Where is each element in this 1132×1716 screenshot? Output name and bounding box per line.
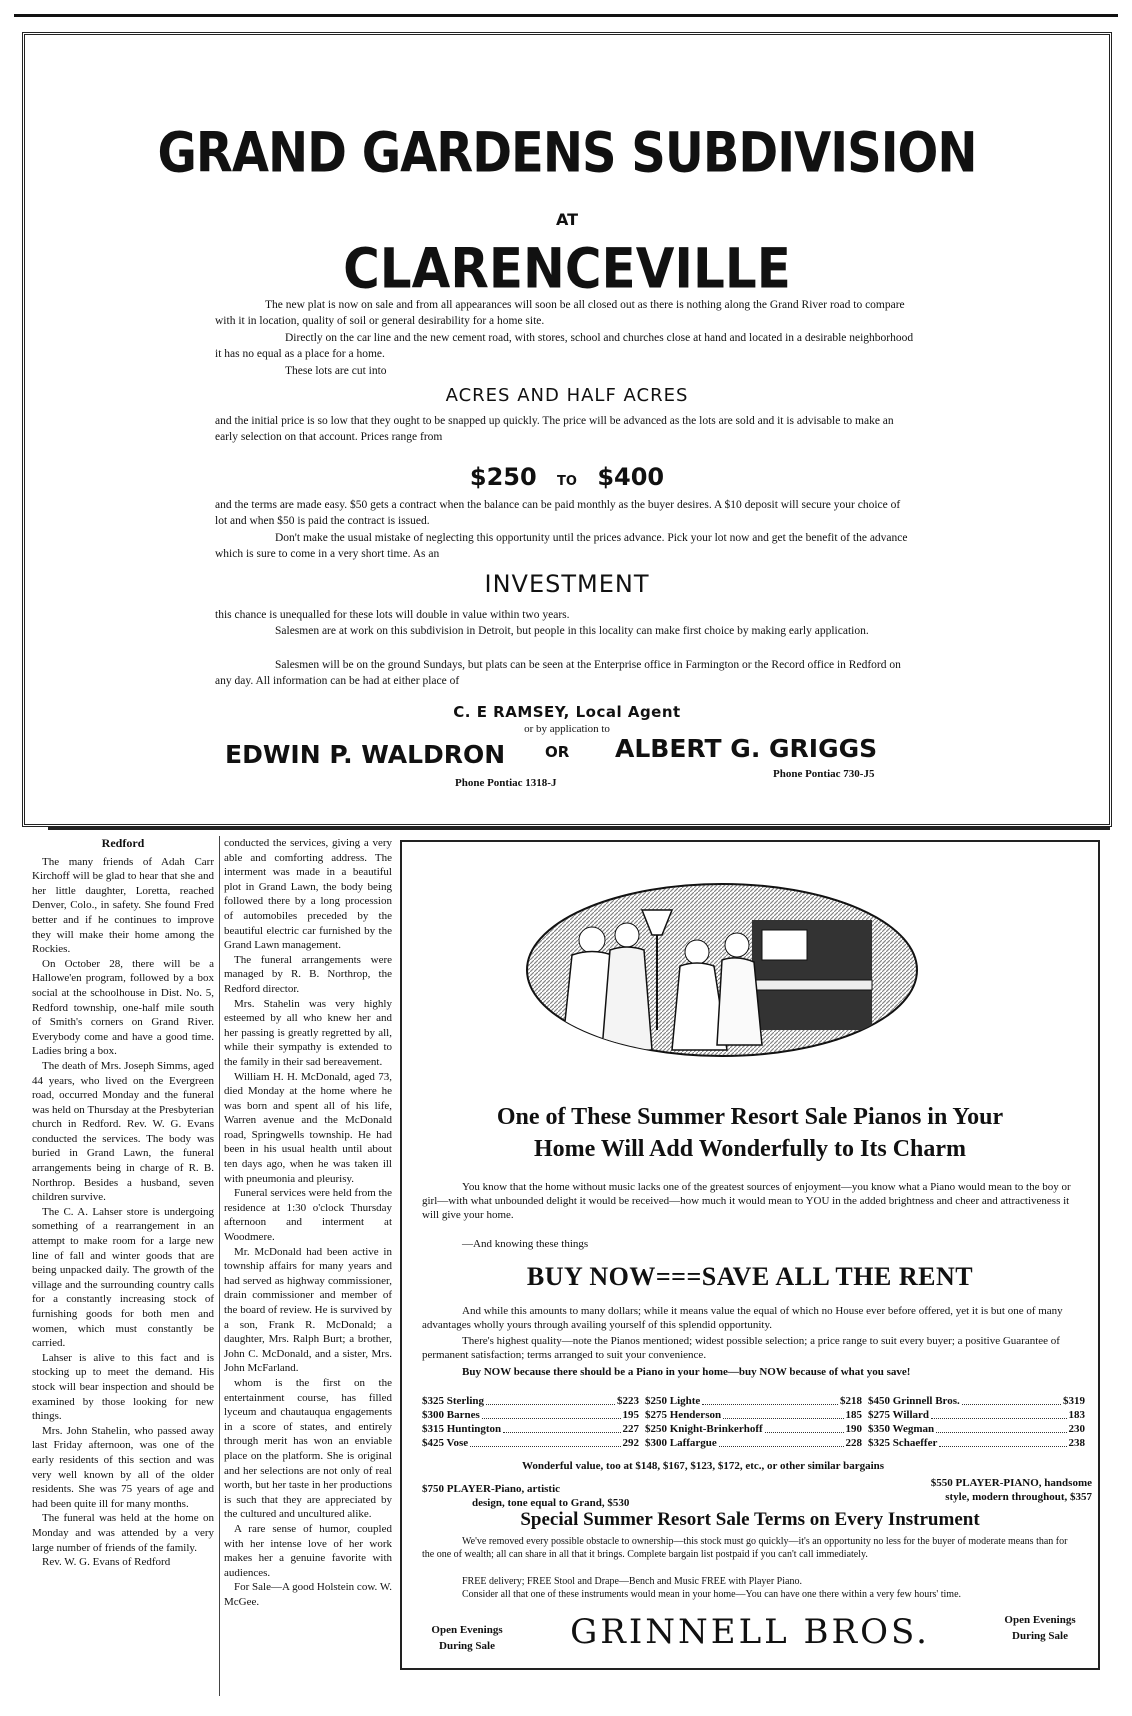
local-agent: C. E RAMSEY, Local Agent [453,703,681,721]
open-evenings-right: Open Evenings During Sale [1004,1614,1076,1642]
price-item: $425 Vose 292 [422,1437,639,1449]
section-divider [48,826,1110,830]
contact-name-waldron: EDWIN P. WALDRON [225,740,506,769]
price-item: $350 Wegman 230 [868,1423,1085,1435]
news-item: whom is the first on the entertainment course, has filled lyceum and chautauqua engagements in a score of states, and entirely through merit has won an enviable place on the platform. She is original and her selections are not only of real worth, but her taste in her productions is such that they are appreciated by the cultured and uncultured alike. [224,1376,392,1521]
price-item: $315 Huntington 227 [422,1423,639,1435]
ad-paragraph-2: Directly on the car line and the new cement road, with stores, school and churches close at hand and located in a desirable neighborhood it has no equal as a place for a home. [215,332,914,360]
ad-town: CLARENCEVILLE [343,237,791,301]
price-item: $300 Barnes 195 [422,1409,639,1421]
ad2-paragraph-2: —And knowing these things [462,1238,589,1250]
ad2-paragraph-4: There's highest quality—note the Pianos mentioned; widest possible selection; a price range to suit every buyer; a positive Guarantee of permanent satisfaction; terms arranged to suit your convenience. [422,1335,1060,1361]
ad-paragraph-5: and the terms are made easy. $50 gets a contract when the balance can be paid monthly as the buyer desires. A $10 deposit will secure your choice of lot and when $50 is paid the contract is issued. [215,499,901,527]
price-item: $275 Henderson 185 [645,1409,862,1421]
ad2-paragraph-1: You know that the home without music lacks one of the greatest sources of enjoyment—you know what a Piano would mean to the boy or girl—with what unbounded delight it would be received—how much it would mean to YOU in the added brightness and cheer and attractiveness it will give your home. [422,1181,1071,1221]
special-terms-heading: Special Summer Resort Sale Terms on Every Instrument [520,1509,980,1530]
price-range [25,463,1109,491]
phone-griggs: Phone Pontiac 730-J5 [773,768,875,780]
acres-heading: ACRES AND HALF ACRES [445,385,689,406]
news-item: On October 28, there will be a Hallowe'en program, followed by a box social at the schoolhouse in Dist. No. 5, Redford township, one-half mile south of Smith's corners on Grand River. Everybody come and have a good time. Ladies bring a box. [32,957,214,1058]
by-application: or by application to [524,723,610,735]
ad2-paragraph-6: We've removed every possible obstacle to ownership—this stock must go quickly—it's an opportunity no less for the buyer of moderate means than for the one of wealth; all can share in all that it brings. Complete bargain list postpaid if you can't call immediately. [422,1536,1068,1560]
news-item: Mrs. Stahelin was very highly esteemed by all who knew her and her passing is greatly regretted by all, while their sympathy is extended to the family in their sad bereavement. [224,997,392,1068]
ad2-paragraph-3: And while this amounts to many dollars; while it means value the equal of which no House ever before offered, yet it is but one of many advantages wholly yours through availing yourself of this splendid opportunity. [422,1305,1063,1331]
headline-line-2: Home Will Add Wonderfully to Its Charm [533,1136,967,1162]
player-piano-1-title: $750 PLAYER-Piano, artistic [422,1483,561,1495]
price-row [422,1395,1092,1409]
ad-paragraph-4: and the initial price is so low that they ought to be snapped up quickly. The price will be advanced as the lots are sold and it is advisable to make an early selection on that account. Prices range from [215,415,894,443]
price-row [422,1437,1092,1451]
ad2-paragraph-7: FREE delivery; FREE Stool and Drape—Bench and Music FREE with Player Piano. [462,1576,802,1587]
ad2-paragraph-8: Consider all that one of these instruments would mean in your home—You can have one there within a very few hours' time. [462,1589,962,1600]
price-to-word: TO [557,474,577,489]
news-item: The many friends of Adah Carr Kirchoff will be glad to hear that she and her little daughter, Loretta, reached Denver, Colo., in safety. She found Fred better and if he continues to improve they will make their home among the Rockies. [32,855,214,956]
price-item: $300 Laffargue 228 [645,1437,862,1449]
contact-or: OR [545,743,570,761]
price-item: $450 Grinnell Bros. $319 [868,1395,1085,1407]
price-to: $400 [597,463,665,491]
phone-waldron: Phone Pontiac 1318-J [455,777,557,789]
news-column-2 [224,836,392,1609]
news-item: The C. A. Lahser store is undergoing something of a rearrangement in an attempt to make room for a large new line of fall and winter goods that are being unpacked daily. The growth of the village and the surrounding country calls for a constantly increasing stock of furnishing goods for both men and women, which must constantly be carried. [32,1205,214,1350]
price-item: $250 Knight-Brinkerhoff 190 [645,1423,862,1435]
price-list [422,1395,1092,1451]
ad-title: GRAND GARDENS SUBDIVISION [157,120,977,186]
news-item: The funeral arrangements were managed by R. B. Northrop, the Redford director. [224,953,392,995]
price-item: $325 Sterling $223 [422,1395,639,1407]
news-item: conducted the services, giving a very able and comforting address. The interment was made in a beautiful plot in Grand Lawn, the body being followed there by a long procession of automobiles preceded by the beautiful electric car furnished by the Grand Lawn management. [224,837,392,952]
price-row [422,1423,1092,1437]
ad-paragraph-7: this chance is unequalled for these lots will double in value within two years. [215,609,570,621]
news-item: William H. H. McDonald, aged 73, died Monday at the home where he was born and spent all of his life, Warren avenue and the McDonald road, Springwells township. He had been in his usual health until about ten days ago, when he was taken ill with pneumonia and pleurisy. [224,1070,392,1185]
headline-line-1: One of These Summer Resort Sale Pianos in Your [496,1104,1004,1130]
price-from: $250 [469,463,537,491]
news-item: The death of Mrs. Joseph Simms, aged 44 years, who lived on the Evergreen road, occurred Monday and the funeral was held on Thursday at the Presbyterian church in Redford. Rev. W. G. Evans conducted the services. The body was buried in Grand Lawn, the funeral arrangements being in charge of R. B. Northrop. Besides a husband, seven children survive. [32,1059,214,1204]
top-rule [14,14,1118,17]
news-item: Mr. McDonald had been active in township affairs for many years and had served as highway commissioner, drain commissioner and member of the board of review. He is survived by a son, Frank R. McDonald; a daughter, Mrs. Ralph Burt; a brother, John C. McDonald, and a sister, Mrs. John McFarland. [224,1245,392,1375]
price-item: $275 Willard 183 [868,1409,1085,1421]
ad-paragraph-1: The new plat is now on sale and from all appearances will soon be all closed out as there is nothing along the Grand River road to compare with it in location, quality of soil or general desirability for a home site. [215,299,905,327]
player-piano-2-desc: style, modern throughout, $357 [945,1491,1092,1503]
ad-at: AT [555,210,579,229]
ad-paragraph-8: Salesmen are at work on this subdivision in Detroit, but people in this locality can make first choice by making early application. [275,625,869,637]
ad-paragraph-6: Don't make the usual mistake of neglecting this opportunity until the prices advance. Pick your lot now and get the benefit of the advance which is sure to come in a very short time. As an [215,532,908,560]
news-column-1 [32,836,214,1570]
buy-now-heading: BUY NOW===SAVE ALL THE RENT [526,1262,974,1291]
news-item: For Sale—A good Holstein cow. W. McGee. [224,1581,392,1608]
price-item: $325 Schaeffer 238 [868,1437,1085,1449]
column-rule [219,836,220,1696]
player-piano-1-desc: design, tone equal to Grand, $530 [472,1497,630,1509]
contact-name-griggs: ALBERT G. GRIGGS [615,734,878,763]
news-item: The funeral was held at the home on Monday and was attended by a very large number of friends of the family. [32,1512,214,1554]
news-item: Lahser is alive to this fact and is stocking up to meet the demand. His stock will bear inspection and should be examined by those looking for new things. [32,1351,214,1423]
news-item: A rare sense of humor, coupled with her intense love of her work makes her a genuine favorite with audiences. [224,1522,392,1579]
price-item: $250 Lighte $218 [645,1395,862,1407]
news-item: Funeral services were held from the residence at 1:30 o'clock Thursday afternoon and interment at Woodmere. [224,1187,392,1244]
ad-paragraph-3: These lots are cut into [285,365,387,377]
grinnell-bros-brand: GRINNELL BROS. [570,1612,930,1652]
investment-heading: INVESTMENT [484,570,650,598]
player-piano-2-title: $550 PLAYER-PIANO, handsome [930,1477,1092,1489]
news-heading: Redford [101,836,145,850]
values-line: Wonderful value, too at $148, $167, $123, $172, etc., or other similar bargains [522,1460,885,1472]
ad-paragraph-9: Salesmen will be on the ground Sundays, but plats can be seen at the Enterprise office in Farmington or the Record office in Redford on any day. All information can be had at either place of [215,659,901,687]
grinnell-bros-advertisement [400,840,1100,1670]
price-row [422,1409,1092,1423]
ad2-paragraph-5: Buy NOW because there should be a Piano in your home—buy NOW because of what you save! [462,1366,911,1378]
news-item: Mrs. John Stahelin, who passed away last Friday afternoon, was one of the early residents of this section and was very well known by all of the older residents. She was 75 years of age and had been quite ill for many months. [32,1424,214,1510]
news-item: Rev. W. G. Evans of Redford [42,1556,171,1569]
grand-gardens-advertisement [22,32,1112,827]
open-evenings-left: Open Evenings During Sale [431,1624,503,1652]
piano-scene-illustration [522,880,922,1060]
